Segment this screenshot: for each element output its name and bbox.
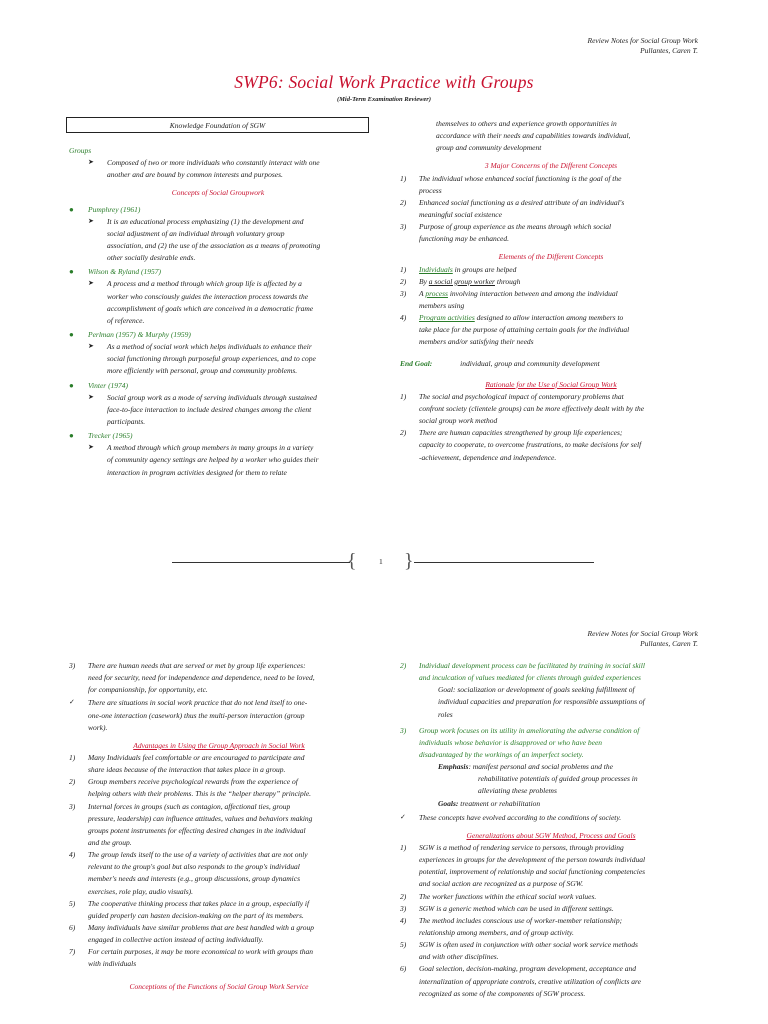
arrow-bullet-icon: ➤ [88, 342, 94, 351]
list-item: 2) Enhanced social functioning as a desired attribute of an individual's meaningful social existence [400, 197, 625, 219]
emphasis-note: Emphasis: manifest personal and social problems and the rehabilitative potentials of guided group processes in alleviating these problems Goals: treatment or rehabilitation [438, 762, 638, 808]
generalizations-list [400, 842, 702, 1000]
list-item: 2) By a social group worker through [400, 276, 521, 286]
dot-bullet-icon: ● [69, 329, 74, 339]
list-item: 3) Group work focuses on its utility in ameliorating the adverse condition of individuals whose behavior is disapproved or who have been disadvantaged by the workings of an imperfect society. [400, 725, 640, 759]
footer-bracket-left: { [347, 550, 357, 572]
trecker-name: ● Trecker (1965) [69, 430, 367, 442]
footer-bracket-right: } [404, 550, 414, 572]
left-column-page-1 [69, 145, 367, 479]
dot-bullet-icon: ● [69, 380, 74, 390]
header-line-1: Review Notes for Social Group Work [587, 629, 698, 638]
section-box-title: Knowledge Foundation of SGW [66, 117, 369, 133]
rationale-heading: Rationale for the Use of Social Group Work [485, 379, 617, 389]
goals-label: Goals: [438, 798, 459, 808]
concepts-heading: Concepts of Social Groupwork [171, 188, 265, 198]
generalizations-heading: Generalizations about SGW Method, Process and Goals [466, 830, 636, 840]
header-line-2: Pullantes, Caren T. [640, 46, 698, 56]
page-number: 1 [379, 557, 383, 566]
list-item: 1) The social and psychological impact of contemporary problems that confront society (clientele groups) can be more effectively dealt with by the social group work method [400, 391, 645, 426]
groups-definition: ➤ Composed of two or more individuals who constantly interact with one another and are bound by common interests and purposes. [88, 158, 320, 180]
concerns-list [400, 173, 702, 246]
end-goal-text: individual, group and community development [460, 358, 600, 368]
footer-rule-left [172, 562, 350, 563]
page-header [588, 36, 698, 56]
footer-rule-right [414, 562, 594, 563]
goal-note: Goal: socialization or development of goals seeking fulfillment of individual capacities and preparation for responsible assumptions of roles [438, 685, 645, 719]
elements-list [400, 264, 702, 349]
concerns-heading: 3 Major Concerns of the Different Concepts [484, 161, 618, 171]
header-line-2: Pullantes, Caren T. [640, 639, 698, 649]
conceptions-heading: Conceptions of the Functions of Social Group Work Service [129, 981, 309, 991]
dot-bullet-icon: ● [69, 431, 74, 441]
list-item: 2) The worker functions within the ethical social work values. [400, 891, 597, 901]
arrow-bullet-icon: ➤ [88, 158, 94, 167]
header-line-1: Review Notes for Social Group Work [587, 36, 698, 45]
trecker-definition: ➤ A method through which group members in many groups in a variety of community agency settings are helped by a worker who guides their interaction in program activities designed for them to relate [88, 443, 319, 477]
pumphrey-name: ● Pumphrey (1961) [69, 204, 367, 216]
perlman-murphy-name: ● Perlman (1957) & Murphy (1959) [69, 329, 367, 341]
list-item: 4) The method includes conscious use of worker-member relationship; relationship among members, and of group activity. [400, 915, 623, 937]
list-item: 4) Program activities designed to allow interaction among members to take place for the purpose of attaining certain goals for the individual members and/or satisfying their needs [400, 313, 630, 347]
list-item: 6) Many individuals have similar problems that are best handled with a group engaged in collective action instead of acting individually. [69, 922, 315, 945]
list-item: 2) Group members receive psychological rewards from the experience of helping others with their problems. This is the “helper therapy” principle. [69, 777, 312, 799]
list-item: 2) There are human capacities strengthened by group life experiences; capacity to cooperate, to overcome frustrations, to make decisions for self -achievement, dependence and independence. [400, 428, 642, 462]
list-item: 5) SGW is often used in conjunction with other social work service methods and with other disciplines. [400, 940, 638, 962]
list-item: 3) Purpose of group experience as the means through which social functioning may be enhanced. [400, 222, 612, 244]
arrow-bullet-icon: ➤ [88, 392, 94, 401]
wilson-ryland-name: ● Wilson & Ryland (1957) [69, 266, 367, 278]
list-item: 4) The group lends itself to the use of a variety of activities that are not only relevant to the group's goal but also responds to the group's individual member's needs and interests (e.g., group discussions, group dynamics exercises, role play, audio visuals). [69, 850, 308, 896]
document-subtitle: (Mid-Term Examination Reviewer) [336, 96, 431, 103]
end-goal-label: End Goal: [400, 358, 433, 368]
perlman-murphy-definition: ➤ As a method of social work which helps individuals to enhance their social functioning through purposeful group experiences, and to cope more efficiently with personal, group and community problems. [88, 342, 316, 376]
list-item: 1) Many Individuals feel comfortable or are encouraged to participate and share ideas because of the interaction that takes place in a group. [69, 752, 305, 775]
list-item: 6) Goal selection, decision-making, program development, acceptance and internalization of appropriate controls, creative utilization of conflicts are recognized as some of the components of SGW process. [400, 964, 641, 998]
list-item: 1) Individuals in groups are helped [400, 264, 517, 274]
list-item: 2) Individual development process can be facilitated by training in social skill and inculcation of values mediated for clients through guided experiences [400, 661, 645, 683]
list-item: 3) There are human needs that are served or met by group life experiences: need for security, need for independence and dependence, need to be loved, for companionship, for opportunity, etc. [69, 661, 315, 695]
arrow-bullet-icon: ➤ [88, 443, 94, 452]
rationale-list [400, 391, 702, 464]
trecker-continued: themselves to others and experience growth opportunities in accordance with their needs and capabilities towards individual, group and community development [436, 119, 631, 153]
dot-bullet-icon: ● [69, 267, 74, 277]
dot-bullet-icon: ● [69, 204, 74, 214]
vinter-definition: ➤ Social group work as a mode of serving individuals through sustained face-to-face interaction to include desired changes among the client participants. [88, 392, 317, 426]
check-icon: ✓ [69, 698, 75, 707]
check-note: ✓ These concepts have evolved according to the conditions of society. [400, 812, 622, 822]
pumphrey-definition: ➤ It is an educational process emphasizing (1) the development and social adjustment of an individual through voluntary group association, and (2) the use of the association as a means of promoting other socially desirable ends. [88, 216, 321, 263]
check-icon: ✓ [400, 812, 406, 821]
list-item: 3) SGW is a generic method which can be used in different settings. [400, 903, 614, 913]
end-goal [400, 358, 702, 370]
elements-heading: Elements of the Different Concepts [498, 252, 604, 262]
arrow-bullet-icon: ➤ [88, 216, 94, 225]
vinter-name: ● Vinter (1974) [69, 380, 367, 392]
right-column-page-1 [400, 118, 702, 464]
groups-heading: Groups [69, 146, 92, 155]
list-item: 3) A process involving interaction between and among the individual members using [400, 288, 618, 310]
arrow-bullet-icon: ➤ [88, 279, 94, 288]
list-item: 1) The individual whose enhanced social functioning is the goal of the process [400, 173, 622, 195]
wilson-ryland-definition: ➤ A process and a method through which group life is affected by a worker who consciously guides the interaction process towards the accomplishment of goals which are conceived in a democratic frame of reference. [88, 279, 314, 325]
document-title: SWP6: Social Work Practice with Groups [234, 72, 534, 92]
list-item: 7) For certain purposes, it may be more economical to work with groups than with individuals [69, 947, 314, 969]
list-item: 1) SGW is a method of rendering service to persons, through providing experiences in groups for the development of the person towards individual potential, improvement of relationship and social functioning competencies and social action are recognized as a purpose of SGW. [400, 842, 646, 889]
page-header [588, 629, 698, 649]
list-item: 5) The cooperative thinking process that takes place in a group, especially if guided properly can hasten decision-making on the part of its members. [69, 898, 310, 920]
right-column-page-2 [400, 660, 702, 1000]
advantages-list [69, 752, 369, 971]
advantages-heading: Advantages in Using the Group Approach in Social Work [133, 740, 305, 750]
left-column-page-2 [69, 660, 369, 993]
list-item: 3) Internal forces in groups (such as contagion, affectional ties, group pressure, leadership) can influence attitudes, values and behaviors making groups potent instruments for effecting desired changes in the individual and the group. [69, 801, 313, 847]
emphasis-label: Emphasis [438, 762, 469, 772]
check-note: ✓ There are situations in social work practice that do not lend itself to one- one-one interaction (casework) thus the multi-person interaction (group work). [69, 698, 308, 732]
